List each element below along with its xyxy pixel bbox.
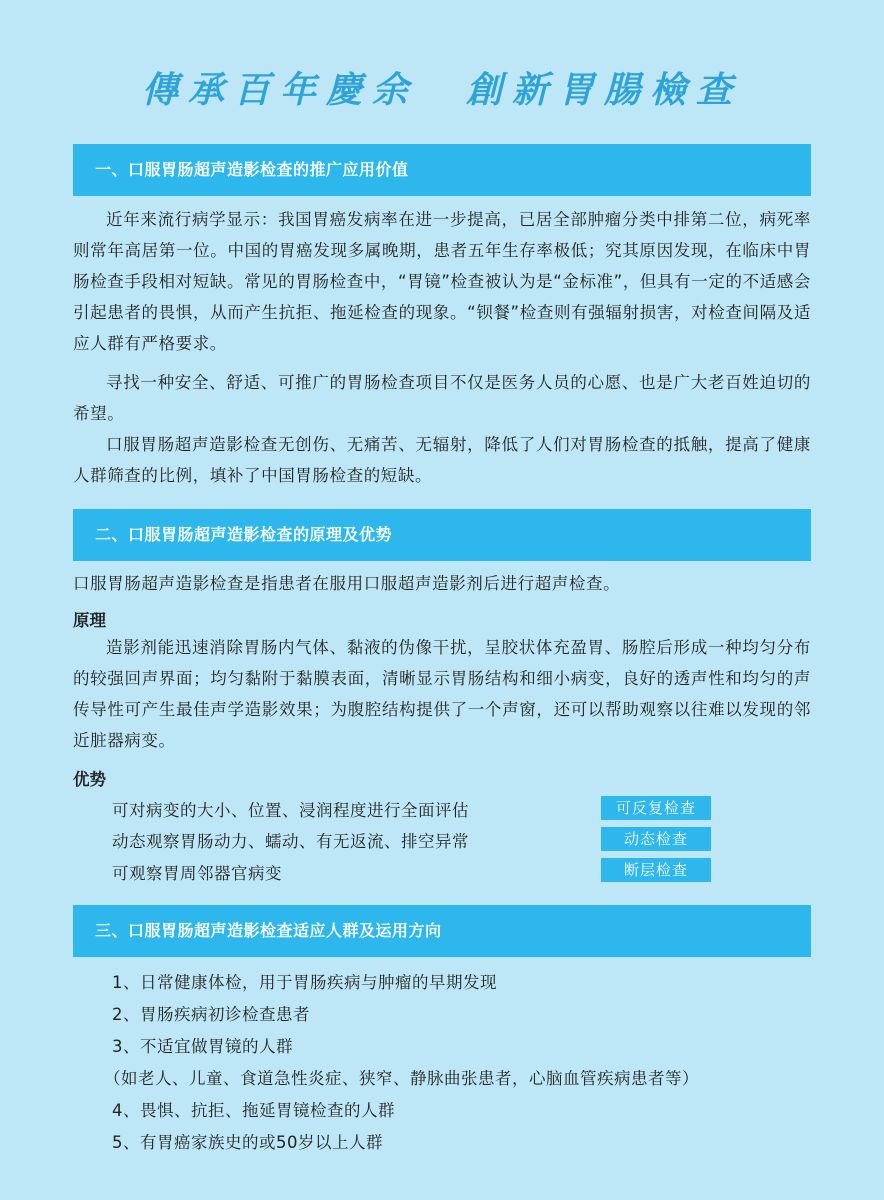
list-item: 5、有胃癌家族史的或50岁以上人群: [112, 1133, 383, 1152]
list-item: 4、畏惧、抗拒、拖延胃镜检查的人群: [112, 1101, 395, 1120]
advantage-item: 可观察胃周邻器官病变: [112, 864, 282, 883]
section-1-paragraph-1: 近年来流行病学显示：我国胃癌发病率在进一步提高，已居全部肿瘤分类中排第二位，病死率则常年高居第一位。中国的胃癌发现多属晚期，患者五年生存率极低；究其原因发现，在临床中胃肠检查手段相对短缺。常见的胃肠检查中，“胃镜”检查被认为是“金标准”，但具有一定的不适感会引起患者的畏惧，从而产生抗拒、拖延检查的现象。“钡餐”检查则有强辐射损害，对检查间隔及适应人群有严格要求。: [73, 210, 811, 353]
list-item: 1、日常健康体检，用于胃肠疾病与肿瘤的早期发现: [112, 973, 497, 992]
section-1-paragraph-2: 寻找一种安全、舒适、可推广的胃肠检查项目不仅是医务人员的心愿、也是广大老百姓迫切的希望。: [73, 373, 811, 423]
list-item-note: （如老人、儿童、食道急性炎症、狭窄、静脉曲张患者，心脑血管疾病患者等）: [104, 1069, 699, 1088]
advantage-item: 动态观察胃肠动力、蠕动、有无返流、排空异常: [112, 832, 469, 851]
list-item: 2、胃肠疾病初诊检查患者: [112, 1005, 310, 1024]
principle-text: 造影剂能迅速消除胃肠内气体、黏液的伪像干扰，呈胶状体充盈胃、肠腔后形成一种均匀分布的较强回声界面；均匀黏附于黏膜表面，清晰显示胃肠结构和细小病变，良好的透声性和均匀的声传导性可产生最佳声学造影效果；为腹腔结构提供了一个声窗，还可以帮助观察以往难以发现的邻近脏器病变。: [73, 638, 811, 750]
advantage-item: 可对病变的大小、位置、浸润程度进行全面评估: [112, 801, 469, 820]
principle-label: 原理: [73, 611, 106, 630]
advantage-tag: 断层检查: [601, 858, 711, 882]
title-part-2: 創新胃腸檢查: [466, 69, 743, 111]
list-item: 3、不适宜做胃镜的人群: [112, 1037, 293, 1056]
section-1-paragraph-3: 口服胃肠超声造影检查无创伤、无痛苦、无辐射，降低了人们对胃肠检查的抵触，提高了健康人群筛查的比例，填补了中国胃肠检查的短缺。: [73, 435, 811, 485]
section-3-heading: 三、口服胃肠超声造影检查适应人群及运用方向: [73, 905, 811, 957]
title-part-1: 傳承百年慶余: [141, 69, 418, 111]
page-title: [0, 62, 884, 113]
section-1-heading: 一、口服胃肠超声造影检查的推广应用价值: [73, 144, 811, 196]
advantage-tag: 可反复检查: [601, 796, 711, 820]
section-2-intro: 口服胃肠超声造影检查是指患者在服用口服超声造影剂后进行超声检查。: [73, 574, 621, 593]
section-2-heading: 二、口服胃肠超声造影检查的原理及优势: [73, 509, 811, 561]
advantage-label: 优势: [73, 770, 106, 789]
advantage-tag: 动态检查: [601, 827, 711, 851]
